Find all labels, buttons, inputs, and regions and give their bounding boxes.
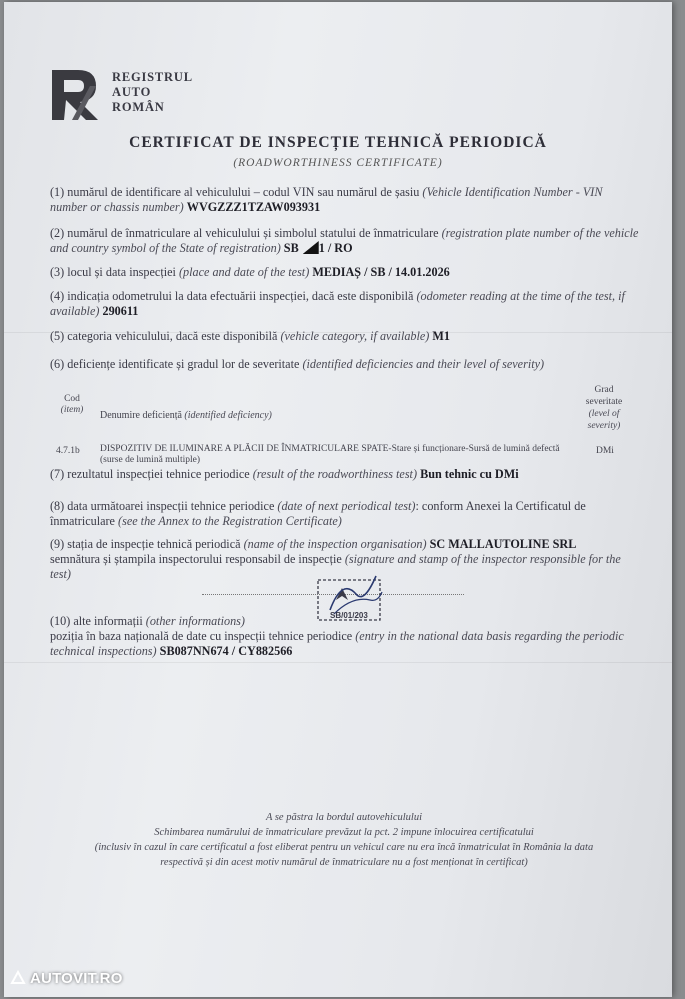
field-other-info-text-en: (entry in the national data basis regarding the periodic technical inspections) (50, 629, 624, 658)
column-header-cod-ro: Cod (64, 394, 80, 404)
column-header-cod-en: (item) (60, 405, 84, 415)
field-next-test-text-en: (see the Annex to the Registration Certificate) (118, 514, 342, 528)
field-odometer (50, 289, 640, 319)
row-grad: DMi (596, 446, 614, 456)
certificate-page (4, 2, 672, 997)
watermark-text: AUTOVIT.RO (30, 970, 123, 987)
field-category-label: (5) categoria vehiculului, dacă este disponibilă (50, 329, 281, 343)
field-odometer-label: (4) indicația odometrului la data efectuării inspecției, dacă este disponibilă (50, 289, 417, 303)
field-registration-label-en: (registration plate number of the vehicle and country symbol of the State of registration) (50, 226, 639, 255)
document-title: CERTIFICAT DE INSPECȚIE TEHNICĂ PERIODICĂ (129, 134, 547, 151)
field-vin-label-en: (Vehicle Identification Number - VIN number or chassis number) (50, 185, 603, 214)
column-header-grad (578, 384, 630, 432)
column-header-cod (58, 394, 86, 416)
field-place-date-label: (3) locul și data inspecției (50, 265, 179, 279)
field-registration-label: (2) numărul de înmatriculare al vehiculului și simbolul statului de înmatriculare (50, 226, 442, 240)
redaction-mark (303, 241, 319, 254)
autovit-icon (10, 970, 26, 986)
column-header-denumire-en: (identified deficiency) (184, 410, 272, 421)
column-header-grad-2: severitate (585, 397, 623, 407)
stamp-code: SB/01/203 (330, 611, 368, 620)
field-other-info-value: SB087NN674 / CY882566 (159, 644, 293, 658)
column-header-denumire-ro: Denumire deficiență (100, 410, 185, 421)
field-vin-value: WVGZZZ1TZAW093931 (186, 200, 321, 214)
footer-line-1: A se păstra la bordul autovehiculului (265, 812, 423, 823)
row-cod: 4.7.1b (56, 446, 80, 456)
field-registration (50, 226, 640, 256)
field-result-label-en: (result of the roadworthiness test) (252, 467, 418, 481)
document-subtitle: (ROADWORTHINESS CERTIFICATE) (233, 157, 443, 169)
org-name (112, 70, 193, 115)
field-registration-prefix: SB (283, 241, 299, 255)
field-deficiencies-label: (6) deficiențe identificate și gradul lor de severitate (50, 357, 303, 371)
field-result (50, 467, 640, 482)
row-denumire: DISPOZITIV DE ILUMINARE A PLĂCII DE ÎNMATRICULARE SPATE-Stare și funcționare-Sursă de lumină defectă (surse de lumină multiple) (100, 444, 560, 465)
field-vin (50, 185, 640, 215)
field-next-test (50, 499, 640, 529)
field-signature-label: semnătura și ștampila inspectorului responsabil de inspecție (50, 552, 345, 566)
field-result-value: Bun tehnic cu DMi (420, 467, 519, 481)
field-deficiencies (50, 357, 640, 372)
column-header-grad-4: severity) (587, 421, 621, 431)
field-vin-label: (1) numărul de identificare al vehiculului – codul VIN sau numărul de șasiu (50, 185, 423, 199)
footer-line-3: (inclusiv în cazul în care certificatul a fost eliberat pentru un vehicul care nu era încă înmatriculat în România la data (94, 842, 594, 853)
field-station-label: (9) stația de inspecție tehnică periodică (50, 537, 244, 551)
field-registration-suffix: 1 / RO (318, 241, 353, 255)
field-deficiencies-label-en: (identified deficiencies and their level of severity) (302, 357, 545, 371)
field-category-label-en: (vehicle category, if available) (280, 329, 430, 343)
field-station-value: SC MALLAUTOLINE SRL (429, 537, 577, 551)
column-header-grad-3: (level of (588, 409, 620, 419)
field-place-date-value: MEDIAȘ / SB / 14.01.2026 (312, 265, 450, 279)
field-result-label: (7) rezultatul inspecției tehnice periodice (50, 467, 253, 481)
column-header-denumire (100, 410, 272, 421)
field-odometer-label-en: (odometer reading at the time of the test, if available) (50, 289, 625, 318)
org-line-3: ROMÂN (112, 100, 165, 114)
field-category (50, 329, 640, 344)
field-next-test-label-en: (date of next periodical test) (277, 499, 416, 513)
field-other-info-text: poziția în baza națională de date cu inspecții tehnice periodice (50, 629, 356, 643)
field-next-test-label: (8) data următoarei inspecții tehnice periodice (50, 499, 278, 513)
field-place-date (50, 265, 640, 280)
field-other-info-label: (10) alte informații (50, 614, 146, 628)
column-header-grad-1: Grad (594, 385, 614, 395)
field-station-label-en: (name of the inspection organisation) (243, 537, 427, 551)
footer-notes (64, 810, 624, 870)
footer-line-2: Schimbarea numărului de înmatriculare prevăzut la pct. 2 impune înlocuirea certificatului (154, 827, 534, 838)
field-other-info-label-en: (other informations) (145, 614, 245, 628)
field-odometer-value: 290611 (102, 304, 139, 318)
footer-line-4: respectivă și din acest motiv numărul de înmatriculare nu a fost menționat în certificat) (160, 857, 528, 868)
field-signature-label-en: (signature and stamp of the inspector responsible for the test) (50, 552, 621, 581)
org-line-1: REGISTRUL (112, 70, 193, 84)
autovit-watermark (10, 970, 123, 987)
org-line-2: AUTO (112, 85, 152, 99)
field-other-info (50, 614, 640, 659)
registrul-auto-roman-logo (50, 66, 104, 122)
field-place-date-label-en: (place and date of the test) (178, 265, 310, 279)
field-next-test-text: : conform Anexei la Certificatul de înmatriculare (50, 499, 586, 528)
field-category-value: M1 (432, 329, 451, 343)
